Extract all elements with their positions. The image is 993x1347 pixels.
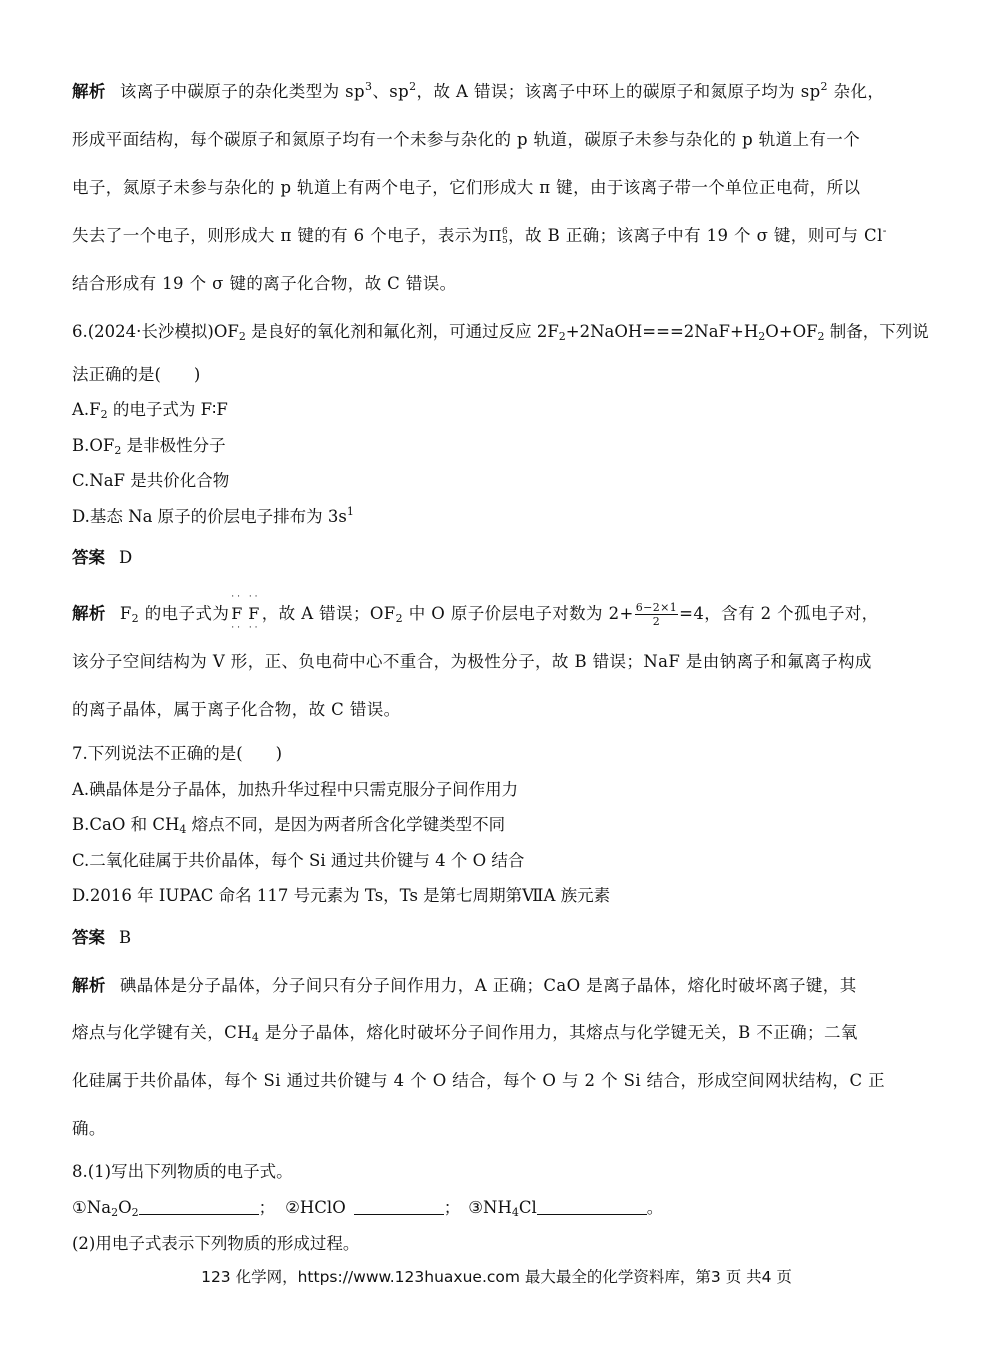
- q6-answer: [72, 544, 132, 568]
- answer-blank[interactable]: [537, 1200, 647, 1215]
- q7-option-a: A.碘晶体是分子晶体，加热升华过程中只需克服分子间作用力: [72, 780, 519, 799]
- answer-blank[interactable]: [139, 1200, 259, 1215]
- page-footer: 123 化学网，https://www.123huaxue.com 最大最全的化学资料库，第3 页 共4 页: [201, 1268, 792, 1286]
- q7-stem: 7.下列说法不正确的是( ): [72, 744, 283, 763]
- q5-analysis-line-4: 失去了一个电子，则形成大 π 键的有 6 个电子，表示为Π 6 5 ，故 B 正确；该离子中有 19 个 σ 键，则可与 Cl-: [72, 224, 887, 246]
- q6-stem-line-1: 6.(2024·长沙模拟)$OF_2$ 是良好的氧化剂和氟化剂，可通过反应 $2F_2+2NaOH===2NaF+H_2O+OF_2$ 制备，下列说: [72, 322, 929, 343]
- fraction: $\frac{6-2\times 1}{2}$: [635, 601, 678, 628]
- answer-blank[interactable]: [354, 1200, 444, 1215]
- q7-analysis-line-1: 解析 碘晶体是分子晶体，分子间只有分子间作用力，A 正确；CaO 是离子晶体，熔化时破坏离子键，其: [72, 976, 857, 995]
- pi-bond-symbol: Π 6 5: [488, 227, 509, 246]
- analysis-label: 解析: [72, 82, 106, 101]
- q7-analysis-line-4: 确。: [72, 1119, 106, 1138]
- answer-value: D: [119, 548, 133, 567]
- q6-analysis-line-2: 该分子空间结构为 V 形，正、负电荷中心不重合，为极性分子，故 B 错误；NaF 是由钠离子和氟离子构成: [72, 652, 872, 671]
- q5-analysis-line-2: 形成平面结构，每个碳原子和氮原子均有一个未参与杂化的 p 轨道，碳原子未参与杂化的 p 轨道上有一个: [72, 130, 861, 149]
- q6-option-c: C.NaF 是共价化合物: [72, 471, 230, 490]
- q5-analysis-line-1: 解析 该离子中碳原子的杂化类型为 $sp^3$、$sp^2$，故 A 错误；该离子中环上的碳原子和氮原子均为 $sp^2$ 杂化，: [72, 80, 885, 101]
- q7-option-b: B.CaO 和 $CH_4$ 熔点不同，是因为两者所含化学键类型不同: [72, 815, 506, 836]
- q6-option-b: $B.OF_2$ 是非极性分子: [72, 436, 226, 457]
- analysis-label: 解析: [72, 976, 106, 995]
- q7-analysis-line-3: 化硅属于共价晶体，每个 Si 通过共价键与 4 个 O 结合，每个 O 与 2 个 Si 结合，形成空间网状结构，C 正: [72, 1071, 886, 1090]
- answer-value: B: [119, 928, 132, 947]
- answer-label: 答案: [72, 928, 105, 947]
- q8-part-2: (2)用电子式表示下列物质的形成过程。: [72, 1234, 360, 1253]
- answer-label: 答案: [72, 548, 105, 567]
- f2-lewis-structure: ·· ·· F F ·· ··: [231, 592, 261, 633]
- q6-option-d: D.基态 Na 原子的价层电子排布为 $3s^1$: [72, 505, 354, 526]
- q5-analysis-line-3: 电子，氮原子未参与杂化的 p 轨道上有两个电子，它们形成大 π 键，由于该离子带一个单位正电荷，所以: [72, 178, 861, 197]
- q5-analysis-line-5: 结合形成有 19 个 σ 键的离子化合物，故 C 错误。: [72, 274, 457, 293]
- analysis-label: 解析: [72, 604, 106, 623]
- q8-part-1: 8.(1)写出下列物质的电子式。: [72, 1162, 293, 1181]
- q7-analysis-line-2: 熔点与化学键有关，$CH_4$ 是分子晶体，熔化时破坏分子间作用力，其熔点与化学键无关，B 不正确；二氧: [72, 1023, 858, 1044]
- q6-analysis-line-1: 解析 $F_2$ 的电子式为 ·· ·· F F ·· ·· ，故 A 错误；$OF_2$ 中 O 原子价层电子对数为 2+ $\frac{6-2\times 1}{2}$ =4，含有 2 个孤电子对，: [72, 592, 879, 633]
- q6-option-a: $A.F_2$ 的电子式为 F∶F: [72, 400, 228, 421]
- q6-analysis-line-3: 的离子晶体，属于离子化合物，故 C 错误。: [72, 700, 401, 719]
- q7-option-d: D.2016 年 IUPAC 命名 117 号元素为 Ts，Ts 是第七周期第ⅦA 族元素: [72, 886, 611, 905]
- q7-option-c: C.二氧化硅属于共价晶体，每个 Si 通过共价键与 4 个 O 结合: [72, 851, 525, 870]
- q6-stem-line-2: 法正确的是( ): [72, 365, 201, 384]
- q8-items: $①Na_2O_2$ ； ②HClO ； $③NH_4Cl$ 。: [72, 1198, 664, 1219]
- q7-answer: [72, 924, 131, 948]
